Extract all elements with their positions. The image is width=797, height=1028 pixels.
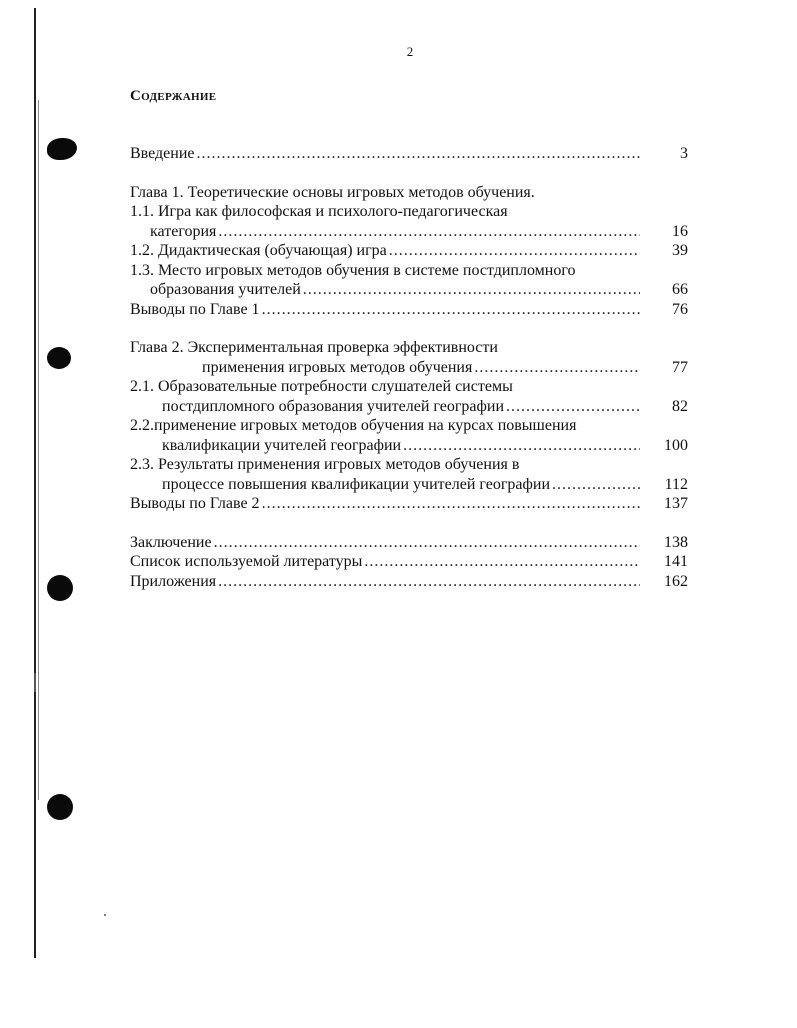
toc-entry-page: 3 <box>680 145 688 162</box>
toc-entry-text: Заключение <box>130 533 212 551</box>
toc-chapter2-group <box>130 338 690 514</box>
toc-leader-dots <box>364 552 640 572</box>
toc-entry-page: 39 <box>672 242 688 259</box>
toc-intro-group <box>130 144 690 164</box>
table-of-contents <box>130 144 690 610</box>
toc-entry-text: Введение <box>130 145 195 162</box>
scan-binding-edge-secondary <box>38 100 39 800</box>
toc-leader-dots <box>218 222 640 242</box>
toc-leader-dots <box>403 436 640 456</box>
toc-entry-text: Выводы по Главе 1 <box>130 300 260 318</box>
toc-leader-dots <box>197 144 641 164</box>
toc-entry-1-2[interactable] <box>130 241 690 261</box>
toc-entry-text: 2.2.применение игровых методов обучения на курсах повышения <box>130 417 577 434</box>
toc-entry-text: 1.3. Место игровых методов обучения в системе постдипломного <box>130 261 576 279</box>
toc-entry-page: 76 <box>672 300 688 318</box>
toc-entry-text: постдипломного образования учителей географии <box>162 397 504 415</box>
toc-leader-dots <box>218 572 640 592</box>
toc-entry-conclusion[interactable] <box>130 533 690 553</box>
page-number: 2 <box>406 44 414 59</box>
toc-entry-page: 162 <box>664 572 688 590</box>
toc-entry-page: 66 <box>672 281 688 298</box>
toc-entry-text: Глава 1. Теоретические основы игровых методов обучения. <box>130 183 535 201</box>
toc-entry-page: 141 <box>664 553 688 570</box>
toc-entry-text: Список используемой литературы <box>130 553 363 570</box>
toc-entry-text: 1.2. Дидактическая (обучающая) игра <box>130 242 387 259</box>
toc-chapter2-title-line1[interactable] <box>130 338 690 358</box>
toc-entry-text: процессе повышения квалификации учителей географии <box>162 475 551 493</box>
toc-entry-2-1-line1[interactable] <box>130 377 690 397</box>
toc-entry-page: 112 <box>664 475 688 493</box>
toc-entry-2-3-line1[interactable] <box>130 455 690 475</box>
toc-entry-appendix[interactable] <box>130 572 690 592</box>
toc-leader-dots <box>389 241 640 261</box>
toc-entry-1-1-line2[interactable] <box>130 222 690 242</box>
toc-entry-1-1-line1[interactable] <box>130 202 690 222</box>
toc-entry-intro[interactable] <box>130 144 690 164</box>
toc-entry-page: 100 <box>664 436 688 454</box>
toc-leader-dots <box>262 494 640 514</box>
toc-entry-text: 2.3. Результаты применения игровых методов обучения в <box>130 456 520 473</box>
toc-end-group <box>130 533 690 592</box>
toc-entry-text: 1.1. Игра как философская и психолого-педагогическая <box>130 203 508 220</box>
punch-hole-mark <box>47 138 77 160</box>
toc-entry-text: образования учителей <box>150 281 301 298</box>
toc-entry-1-3-line2[interactable] <box>130 280 690 300</box>
toc-entry-page: 77 <box>672 358 688 376</box>
toc-entry-text: применения игровых методов обучения <box>202 358 473 376</box>
punch-hole-mark <box>47 347 71 369</box>
toc-leader-dots <box>552 475 640 495</box>
toc-entry-text: категория <box>150 222 217 240</box>
scan-speck <box>104 914 106 916</box>
toc-leader-dots <box>262 300 640 320</box>
toc-heading: Содержание <box>130 88 217 104</box>
punch-hole-mark <box>47 575 73 601</box>
toc-entry-page: 82 <box>672 397 688 415</box>
toc-entry-chapter2-conclusions[interactable] <box>130 494 690 514</box>
toc-chapter2-title-line2[interactable] <box>130 358 690 378</box>
toc-leader-dots <box>474 358 640 378</box>
toc-entry-1-3-line1[interactable] <box>130 261 690 281</box>
toc-entry-page: 16 <box>672 222 688 240</box>
toc-leader-dots <box>214 533 640 553</box>
toc-entry-page: 137 <box>664 495 688 512</box>
toc-entry-text: 2.1. Образовательные потребности слушателей системы <box>130 378 513 395</box>
scan-binding-edge <box>34 8 36 958</box>
toc-entry-2-1-line2[interactable] <box>130 397 690 417</box>
toc-entry-2-2-line2[interactable] <box>130 436 690 456</box>
toc-entry-text: Выводы по Главе 2 <box>130 495 260 512</box>
toc-entry-page: 138 <box>664 533 688 551</box>
toc-entry-text: Глава 2. Экспериментальная проверка эффективности <box>130 339 498 356</box>
punch-hole-mark <box>47 794 73 820</box>
toc-chapter1-group <box>130 183 690 320</box>
toc-entry-literature[interactable] <box>130 552 690 572</box>
toc-entry-text: квалификации учителей географии <box>162 436 402 454</box>
toc-chapter1-title[interactable] <box>130 183 690 203</box>
toc-entry-text: Приложения <box>130 572 217 590</box>
toc-leader-dots <box>506 397 640 417</box>
toc-leader-dots <box>303 280 640 300</box>
toc-entry-2-2-line1[interactable] <box>130 416 690 436</box>
toc-entry-2-3-line2[interactable] <box>130 475 690 495</box>
toc-entry-chapter1-conclusions[interactable] <box>130 300 690 320</box>
